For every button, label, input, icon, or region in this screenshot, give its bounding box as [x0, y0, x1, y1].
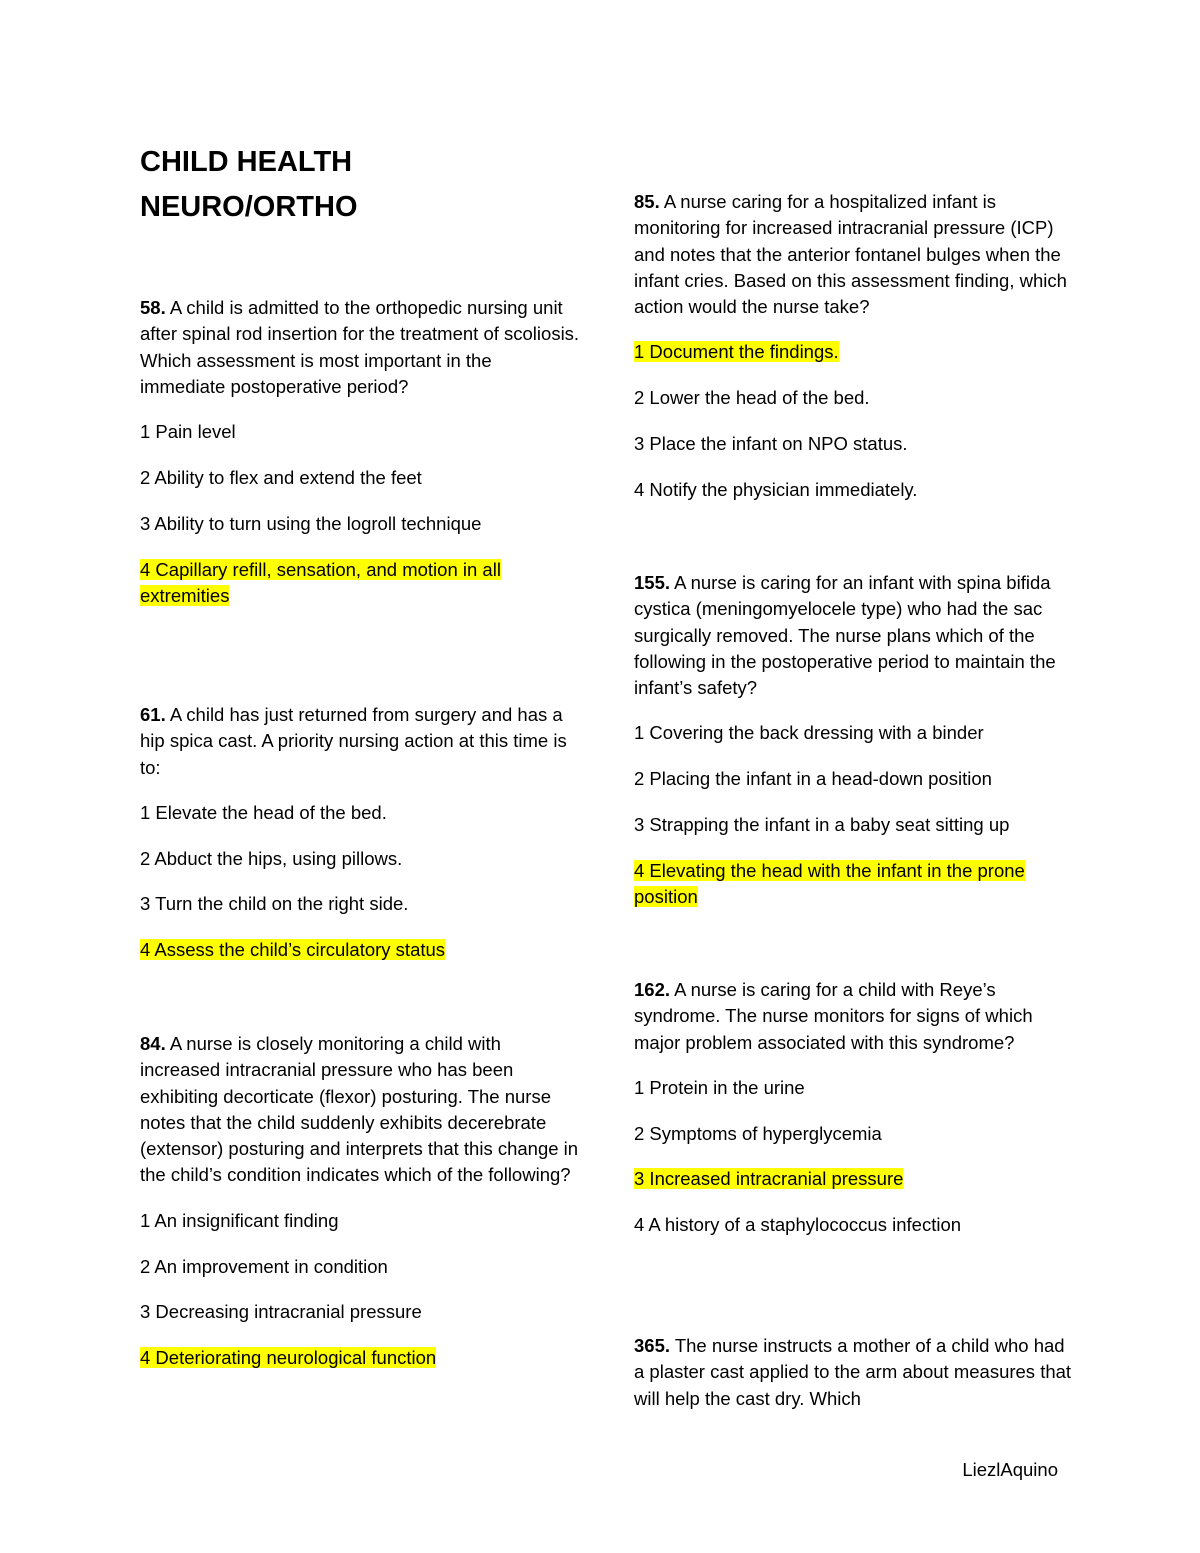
answer-option: 4 Notify the physician immediately.	[634, 478, 918, 500]
title-line-1: CHILD HEALTH	[140, 146, 353, 178]
correct-answer-option	[634, 339, 1074, 365]
answer-option: 3 Place the infant on NPO status.	[634, 433, 908, 455]
question-text: A nurse is caring for a child with Reye’s syndrome. The nurse monitors for signs of which major problem associated with this syndrome?	[634, 979, 1033, 1053]
answer-highlight: 1 Document the findings.	[634, 341, 839, 363]
answer-option: 3 Decreasing intracranial pressure	[140, 1301, 422, 1323]
question-stem	[634, 1333, 1074, 1412]
question-84	[140, 1031, 580, 1391]
question-number: 365.	[634, 1335, 671, 1356]
answer-option: 2 An improvement in condition	[140, 1255, 388, 1277]
answer-option: 1 An insignificant finding	[140, 1209, 339, 1231]
question-text: A child has just returned from surgery and has a hip spica cast. A priority nursing action at this time is to:	[140, 704, 567, 778]
correct-answer-option	[634, 858, 1074, 911]
question-162	[634, 977, 1074, 1258]
question-number: 84.	[140, 1033, 166, 1054]
question-stem	[140, 1031, 580, 1189]
question-text: A nurse caring for a hospitalized infant is monitoring for increased intracranial pressure (ICP) and notes that the anterior fontanel bulges when the infant cries. Based on this assessment finding, which action would the nurse take?	[634, 191, 1067, 318]
answer-option: 3 Ability to turn using the logroll technique	[140, 512, 482, 534]
question-stem	[634, 977, 1074, 1056]
question-155	[634, 570, 1074, 930]
question-stem	[140, 702, 580, 781]
question-text: A child is admitted to the orthopedic nursing unit after spinal rod insertion for the treatment of scoliosis. Which assessment is most important in the immediate postoperative period?	[140, 297, 580, 397]
question-stem	[634, 570, 1074, 701]
answer-option: 1 Protein in the urine	[634, 1076, 805, 1098]
question-number: 61.	[140, 704, 166, 725]
question-text: A nurse is caring for an infant with spina bifida cystica (meningomyelocele type) who had the sac surgically removed. The nurse plans which of the following in the postoperative period to maintain the infant’s safety?	[634, 572, 1056, 699]
question-text: The nurse instructs a mother of a child who had a plaster cast applied to the arm about measures that will help the cast dry. Which	[634, 1335, 1072, 1409]
answer-highlight: 4 Assess the child’s circulatory status	[140, 939, 446, 961]
answer-option: 2 Lower the head of the bed.	[634, 387, 870, 409]
question-365	[634, 1333, 1074, 1431]
question-stem	[634, 189, 1074, 320]
answer-option: 2 Ability to flex and extend the feet	[140, 466, 422, 488]
answer-option: 2 Symptoms of hyperglycemia	[634, 1122, 882, 1144]
question-58	[140, 295, 580, 629]
question-number: 58.	[140, 297, 166, 318]
answer-option: 1 Elevate the head of the bed.	[140, 801, 387, 823]
answer-option: 2 Abduct the hips, using pillows.	[140, 847, 403, 869]
answer-highlight: 4 Elevating the head with the infant in the prone position	[634, 859, 1025, 908]
page-title	[140, 140, 358, 230]
question-61	[140, 702, 580, 983]
answer-option: 3 Turn the child on the right side.	[140, 893, 409, 915]
correct-answer-option	[140, 937, 580, 963]
correct-answer-option	[140, 557, 580, 610]
answer-option: 1 Pain level	[140, 421, 236, 443]
question-85	[634, 189, 1074, 523]
title-line-2: NEURO/ORTHO	[140, 191, 358, 223]
answer-option: 2 Placing the infant in a head-down position	[634, 768, 992, 790]
answer-highlight: 4 Deteriorating neurological function	[140, 1347, 437, 1369]
correct-answer-option	[634, 1166, 1074, 1192]
answer-option: 1 Covering the back dressing with a binder	[634, 722, 984, 744]
answer-option: 4 A history of a staphylococcus infection	[634, 1214, 962, 1236]
footer-author: LiezlAquino	[962, 1459, 1058, 1480]
answer-highlight: 4 Capillary refill, sensation, and motion in all extremities	[140, 558, 501, 606]
question-number: 85.	[634, 191, 660, 212]
question-number: 155.	[634, 572, 671, 593]
question-stem	[140, 295, 580, 400]
question-text: A nurse is closely monitoring a child with increased intracranial pressure who has been exhibiting decorticate (flexor) posturing. The nurse notes that the child suddenly exhibits decerebrate (extensor) posturing and interprets that this change in the child’s condition indicates which of the following?	[140, 1033, 579, 1186]
answer-option: 3 Strapping the infant in a baby seat sitting up	[634, 814, 1010, 836]
answer-highlight: 3 Increased intracranial pressure	[634, 1168, 904, 1190]
question-number: 162.	[634, 979, 671, 1000]
correct-answer-option	[140, 1345, 580, 1371]
